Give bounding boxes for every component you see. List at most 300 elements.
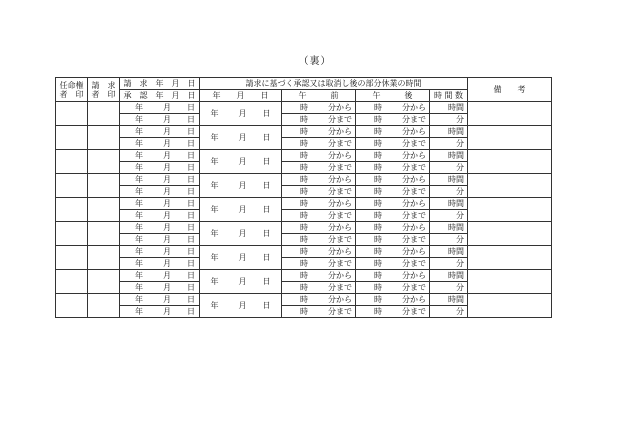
approval-date-cell[interactable]	[120, 114, 200, 126]
date-fields	[200, 156, 281, 167]
month-label: 月	[163, 295, 171, 304]
day-label: 日	[187, 247, 195, 256]
from-label: 分から	[328, 103, 352, 112]
hour-label: 時	[300, 247, 308, 256]
year-label: 年	[135, 211, 143, 220]
from-label: 分から	[402, 295, 426, 304]
remarks-cell[interactable]	[468, 270, 552, 294]
date-fields	[200, 180, 281, 191]
hour-label: 時	[374, 151, 382, 160]
leave-date-cell[interactable]	[200, 198, 282, 222]
seikyu-seal-cell[interactable]	[88, 174, 120, 198]
until-label: 分まで	[402, 211, 426, 220]
month-label: 月	[238, 181, 247, 190]
day-label: 日	[187, 127, 195, 136]
date-fields	[120, 258, 199, 269]
pm-until-cell[interactable]	[356, 114, 430, 126]
seikyu-seal-cell[interactable]	[88, 270, 120, 294]
date-fields	[120, 126, 199, 137]
ninmeiken-seal-cell[interactable]	[56, 102, 88, 126]
pm-until-cell[interactable]	[356, 186, 430, 198]
am-until-cell[interactable]	[282, 210, 356, 222]
am-until-cell[interactable]	[282, 306, 356, 318]
header-pm: 午 後	[356, 90, 430, 102]
hour-label: 時	[300, 211, 308, 220]
hour-label: 時	[374, 223, 382, 232]
hours-label: 時間	[448, 271, 464, 280]
year-label: 年	[210, 253, 219, 262]
month-label: 月	[163, 283, 171, 292]
hour-label: 時	[300, 259, 308, 268]
day-label: 日	[187, 175, 195, 184]
approval-date-cell[interactable]	[120, 234, 200, 246]
am-until-cell[interactable]	[282, 186, 356, 198]
month-label: 月	[163, 139, 171, 148]
header-seikyu-top: 請 求	[91, 80, 116, 90]
day-label: 日	[187, 115, 195, 124]
am-from-cell[interactable]	[282, 294, 356, 306]
date-fields	[120, 282, 199, 293]
approval-date-cell[interactable]	[120, 162, 200, 174]
seikyu-seal-cell[interactable]	[88, 294, 120, 318]
am-from-cell[interactable]	[282, 270, 356, 282]
month-label: 月	[163, 115, 171, 124]
month-label: 月	[163, 151, 171, 160]
approval-date-cell[interactable]	[120, 186, 200, 198]
pm-from-cell[interactable]	[356, 126, 430, 138]
date-fields	[120, 174, 199, 185]
table-row	[56, 222, 552, 234]
ninmeiken-seal-cell[interactable]	[56, 126, 88, 150]
header-approved-time: 請求に基づく承認又は取消し後の部分休業の時間	[200, 78, 468, 90]
seikyu-seal-cell[interactable]	[88, 198, 120, 222]
hours-label: 時間	[448, 223, 464, 232]
hour-label: 時	[374, 283, 382, 292]
pm-until-cell[interactable]	[356, 282, 430, 294]
hour-label: 時	[300, 223, 308, 232]
year-label: 年	[135, 103, 143, 112]
hour-label: 時	[374, 127, 382, 136]
am-from-cell[interactable]	[282, 102, 356, 114]
from-label: 分から	[328, 247, 352, 256]
header-ninmeiken-seal	[56, 78, 88, 102]
until-label: 分まで	[402, 259, 426, 268]
hours-cell[interactable]	[430, 150, 468, 162]
header-ninmeiken-top: 任命権	[59, 80, 84, 90]
date-fields	[120, 234, 199, 245]
header-seikyu-bottom: 者 印	[91, 89, 116, 99]
day-label: 日	[187, 259, 195, 268]
header-ymd: 年 月 日	[200, 90, 282, 102]
until-label: 分まで	[328, 187, 352, 196]
hour-label: 時	[300, 199, 308, 208]
day-label: 日	[187, 271, 195, 280]
month-label: 月	[163, 247, 171, 256]
year-label: 年	[135, 175, 143, 184]
remarks-cell[interactable]	[468, 246, 552, 270]
table-row	[56, 102, 552, 114]
date-fields	[200, 300, 281, 311]
until-label: 分まで	[402, 187, 426, 196]
hour-label: 時	[374, 187, 382, 196]
month-label: 月	[163, 223, 171, 232]
day-label: 日	[187, 307, 195, 316]
partial-leave-form-table	[55, 77, 552, 318]
minutes-label: 分	[456, 211, 464, 220]
from-label: 分から	[328, 151, 352, 160]
pm-from-cell[interactable]	[356, 270, 430, 282]
month-label: 月	[238, 301, 247, 310]
hour-label: 時	[374, 295, 382, 304]
hours-label: 時間	[448, 151, 464, 160]
year-label: 年	[135, 247, 143, 256]
month-label: 月	[238, 133, 247, 142]
request-date-cell[interactable]	[120, 174, 200, 186]
approval-date-cell[interactable]	[120, 258, 200, 270]
am-from-cell[interactable]	[282, 246, 356, 258]
minutes-label: 分	[456, 115, 464, 124]
table-row	[56, 270, 552, 282]
leave-date-cell[interactable]	[200, 102, 282, 126]
minutes-cell[interactable]	[430, 162, 468, 174]
year-label: 年	[135, 163, 143, 172]
pm-until-cell[interactable]	[356, 210, 430, 222]
header-hours: 時 間 数	[430, 90, 468, 102]
approval-date-cell[interactable]	[120, 282, 200, 294]
minutes-cell[interactable]	[430, 234, 468, 246]
table-row	[56, 246, 552, 258]
hours-cell[interactable]	[430, 174, 468, 186]
minutes-label: 分	[456, 259, 464, 268]
header-row-1	[56, 78, 552, 90]
date-fields	[120, 114, 199, 125]
month-label: 月	[238, 253, 247, 262]
hour-label: 時	[300, 139, 308, 148]
from-label: 分から	[402, 247, 426, 256]
until-label: 分まで	[402, 307, 426, 316]
hour-label: 時	[374, 103, 382, 112]
month-label: 月	[238, 277, 247, 286]
approval-date-cell[interactable]	[120, 138, 200, 150]
table-row	[56, 198, 552, 210]
remarks-cell[interactable]	[468, 150, 552, 174]
header-am: 午 前	[282, 90, 356, 102]
hour-label: 時	[374, 139, 382, 148]
year-label: 年	[135, 235, 143, 244]
remarks-cell[interactable]	[468, 222, 552, 246]
day-label: 日	[262, 181, 271, 190]
pm-until-cell[interactable]	[356, 258, 430, 270]
am-from-cell[interactable]	[282, 222, 356, 234]
year-label: 年	[135, 139, 143, 148]
seikyu-seal-cell[interactable]	[88, 126, 120, 150]
approval-date-cell[interactable]	[120, 306, 200, 318]
hour-label: 時	[374, 163, 382, 172]
remarks-cell[interactable]	[468, 198, 552, 222]
minutes-label: 分	[456, 307, 464, 316]
month-label: 月	[163, 235, 171, 244]
minutes-cell[interactable]	[430, 306, 468, 318]
day-label: 日	[262, 301, 271, 310]
hour-label: 時	[300, 127, 308, 136]
year-label: 年	[135, 187, 143, 196]
hour-label: 時	[300, 175, 308, 184]
minutes-cell[interactable]	[430, 138, 468, 150]
until-label: 分まで	[402, 139, 426, 148]
month-label: 月	[238, 205, 247, 214]
am-from-cell[interactable]	[282, 198, 356, 210]
am-from-cell[interactable]	[282, 174, 356, 186]
am-until-cell[interactable]	[282, 138, 356, 150]
pm-from-cell[interactable]	[356, 174, 430, 186]
remarks-cell[interactable]	[468, 126, 552, 150]
pm-until-cell[interactable]	[356, 306, 430, 318]
am-until-cell[interactable]	[282, 234, 356, 246]
pm-from-cell[interactable]	[356, 102, 430, 114]
minutes-label: 分	[456, 187, 464, 196]
year-label: 年	[135, 223, 143, 232]
year-label: 年	[135, 271, 143, 280]
am-from-cell[interactable]	[282, 126, 356, 138]
hours-cell[interactable]	[430, 198, 468, 210]
year-label: 年	[210, 301, 219, 310]
date-fields	[120, 150, 199, 161]
day-label: 日	[187, 211, 195, 220]
request-date-cell[interactable]	[120, 294, 200, 306]
day-label: 日	[187, 295, 195, 304]
hour-label: 時	[300, 295, 308, 304]
remarks-cell[interactable]	[468, 102, 552, 126]
day-label: 日	[262, 229, 271, 238]
minutes-cell[interactable]	[430, 186, 468, 198]
month-label: 月	[163, 271, 171, 280]
table-row	[56, 294, 552, 306]
hours-label: 時間	[448, 103, 464, 112]
ninmeiken-seal-cell[interactable]	[56, 294, 88, 318]
seikyu-seal-cell[interactable]	[88, 222, 120, 246]
request-date-cell[interactable]	[120, 270, 200, 282]
from-label: 分から	[402, 103, 426, 112]
from-label: 分から	[328, 223, 352, 232]
until-label: 分まで	[402, 163, 426, 172]
header-request-date: 請 求 年 月 日	[120, 78, 200, 90]
hour-label: 時	[300, 187, 308, 196]
request-date-cell[interactable]	[120, 222, 200, 234]
ninmeiken-seal-cell[interactable]	[56, 174, 88, 198]
hours-cell[interactable]	[430, 246, 468, 258]
pm-from-cell[interactable]	[356, 150, 430, 162]
day-label: 日	[187, 163, 195, 172]
date-fields	[120, 294, 199, 305]
seikyu-seal-cell[interactable]	[88, 102, 120, 126]
from-label: 分から	[328, 175, 352, 184]
date-fields	[200, 204, 281, 215]
hour-label: 時	[300, 283, 308, 292]
header-seikyu-seal	[88, 78, 120, 102]
month-label: 月	[238, 109, 247, 118]
leave-date-cell[interactable]	[200, 294, 282, 318]
year-label: 年	[135, 127, 143, 136]
year-label: 年	[210, 157, 219, 166]
year-label: 年	[210, 277, 219, 286]
from-label: 分から	[402, 223, 426, 232]
leave-date-cell[interactable]	[200, 150, 282, 174]
year-label: 年	[210, 229, 219, 238]
ninmeiken-seal-cell[interactable]	[56, 150, 88, 174]
day-label: 日	[262, 109, 271, 118]
ninmeiken-seal-cell[interactable]	[56, 270, 88, 294]
minutes-label: 分	[456, 163, 464, 172]
am-until-cell[interactable]	[282, 162, 356, 174]
pm-from-cell[interactable]	[356, 246, 430, 258]
day-label: 日	[187, 151, 195, 160]
day-label: 日	[187, 235, 195, 244]
day-label: 日	[262, 277, 271, 286]
pm-until-cell[interactable]	[356, 234, 430, 246]
date-fields	[120, 198, 199, 209]
year-label: 年	[135, 259, 143, 268]
year-label: 年	[210, 133, 219, 142]
hour-label: 時	[374, 247, 382, 256]
hour-label: 時	[374, 307, 382, 316]
pm-from-cell[interactable]	[356, 222, 430, 234]
pm-from-cell[interactable]	[356, 294, 430, 306]
until-label: 分まで	[402, 115, 426, 124]
leave-date-cell[interactable]	[200, 246, 282, 270]
am-until-cell[interactable]	[282, 258, 356, 270]
hour-label: 時	[300, 115, 308, 124]
pm-until-cell[interactable]	[356, 162, 430, 174]
day-label: 日	[262, 253, 271, 262]
day-label: 日	[187, 199, 195, 208]
minutes-cell[interactable]	[430, 114, 468, 126]
remarks-cell[interactable]	[468, 174, 552, 198]
minutes-label: 分	[456, 139, 464, 148]
until-label: 分まで	[328, 115, 352, 124]
from-label: 分から	[402, 175, 426, 184]
month-label: 月	[163, 259, 171, 268]
hour-label: 時	[374, 211, 382, 220]
request-date-cell[interactable]	[120, 246, 200, 258]
leave-date-cell[interactable]	[200, 174, 282, 198]
until-label: 分まで	[328, 211, 352, 220]
ninmeiken-seal-cell[interactable]	[56, 222, 88, 246]
hours-cell[interactable]	[430, 126, 468, 138]
seikyu-seal-cell[interactable]	[88, 246, 120, 270]
from-label: 分から	[402, 271, 426, 280]
year-label: 年	[210, 205, 219, 214]
hours-cell[interactable]	[430, 102, 468, 114]
am-from-cell[interactable]	[282, 150, 356, 162]
minutes-cell[interactable]	[430, 282, 468, 294]
date-fields	[200, 132, 281, 143]
from-label: 分から	[328, 271, 352, 280]
hour-label: 時	[374, 259, 382, 268]
table-row	[56, 174, 552, 186]
hour-label: 時	[300, 151, 308, 160]
year-label: 年	[135, 199, 143, 208]
minutes-cell[interactable]	[430, 258, 468, 270]
date-fields	[120, 102, 199, 113]
hour-label: 時	[374, 271, 382, 280]
hour-label: 時	[300, 163, 308, 172]
date-fields	[200, 228, 281, 239]
day-label: 日	[262, 133, 271, 142]
day-label: 日	[187, 103, 195, 112]
month-label: 月	[238, 229, 247, 238]
year-label: 年	[135, 295, 143, 304]
am-until-cell[interactable]	[282, 282, 356, 294]
hour-label: 時	[300, 307, 308, 316]
month-label: 月	[163, 307, 171, 316]
leave-date-cell[interactable]	[200, 270, 282, 294]
month-label: 月	[163, 211, 171, 220]
minutes-cell[interactable]	[430, 210, 468, 222]
request-date-cell[interactable]	[120, 126, 200, 138]
table-row	[56, 150, 552, 162]
from-label: 分から	[402, 127, 426, 136]
from-label: 分から	[328, 199, 352, 208]
leave-date-cell[interactable]	[200, 126, 282, 150]
from-label: 分から	[402, 199, 426, 208]
ninmeiken-seal-cell[interactable]	[56, 198, 88, 222]
seikyu-seal-cell[interactable]	[88, 150, 120, 174]
month-label: 月	[163, 175, 171, 184]
request-date-cell[interactable]	[120, 102, 200, 114]
year-label: 年	[210, 181, 219, 190]
hours-cell[interactable]	[430, 270, 468, 282]
date-fields	[200, 252, 281, 263]
hours-label: 時間	[448, 175, 464, 184]
minutes-label: 分	[456, 235, 464, 244]
until-label: 分まで	[328, 307, 352, 316]
leave-date-cell[interactable]	[200, 222, 282, 246]
request-date-cell[interactable]	[120, 198, 200, 210]
until-label: 分まで	[328, 235, 352, 244]
until-label: 分まで	[328, 283, 352, 292]
remarks-cell[interactable]	[468, 294, 552, 318]
month-label: 月	[163, 103, 171, 112]
month-label: 月	[163, 127, 171, 136]
date-fields	[120, 306, 199, 317]
ninmeiken-seal-cell[interactable]	[56, 246, 88, 270]
until-label: 分まで	[402, 283, 426, 292]
header-approval-date: 承 認 年 月 日	[120, 90, 200, 102]
date-fields	[200, 276, 281, 287]
hours-label: 時間	[448, 295, 464, 304]
am-until-cell[interactable]	[282, 114, 356, 126]
month-label: 月	[163, 187, 171, 196]
minutes-label: 分	[456, 283, 464, 292]
hours-cell[interactable]	[430, 294, 468, 306]
request-date-cell[interactable]	[120, 150, 200, 162]
header-ninmeiken-bottom: 者 印	[59, 89, 84, 99]
hour-label: 時	[374, 115, 382, 124]
year-label: 年	[210, 109, 219, 118]
pm-until-cell[interactable]	[356, 138, 430, 150]
month-label: 月	[238, 157, 247, 166]
date-fields	[120, 210, 199, 221]
hours-label: 時間	[448, 127, 464, 136]
approval-date-cell[interactable]	[120, 210, 200, 222]
hours-cell[interactable]	[430, 222, 468, 234]
year-label: 年	[135, 115, 143, 124]
pm-from-cell[interactable]	[356, 198, 430, 210]
year-label: 年	[135, 307, 143, 316]
until-label: 分まで	[328, 259, 352, 268]
hour-label: 時	[300, 235, 308, 244]
hour-label: 時	[300, 271, 308, 280]
